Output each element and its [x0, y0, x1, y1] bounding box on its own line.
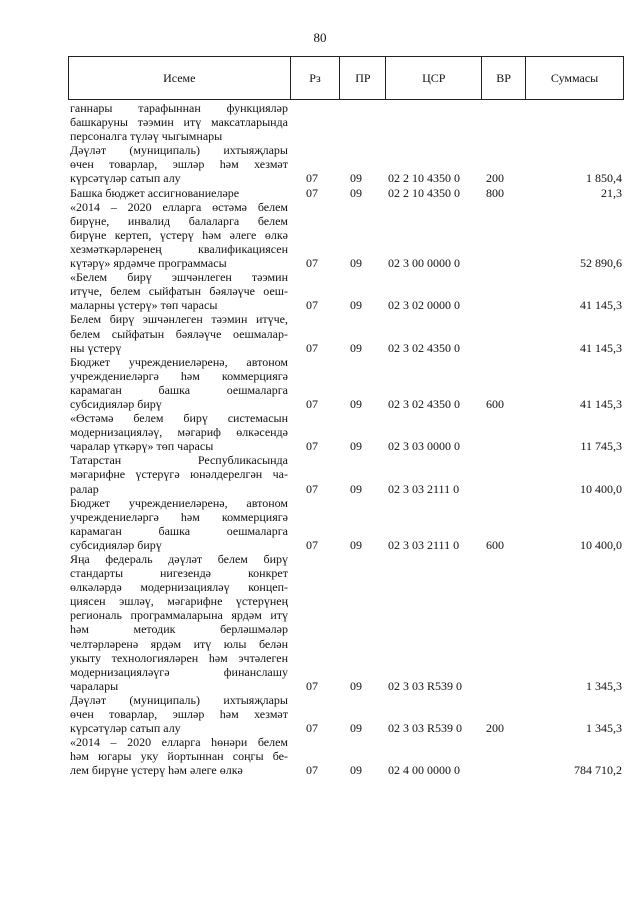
cell-rz: 07	[306, 396, 318, 411]
cell-rz: 07	[306, 185, 318, 200]
cell-csr: 02 3 02 0000 0	[388, 298, 460, 313]
cell-rz: 07	[306, 481, 318, 496]
table-row	[0, 186, 640, 200]
table-row	[0, 143, 640, 185]
table-row	[0, 453, 640, 495]
row-name-line: һәм югары уку йортыннан соңгы бе-	[70, 749, 288, 764]
cell-pr: 09	[350, 340, 362, 355]
table-row	[0, 200, 640, 270]
cell-rz: 07	[306, 171, 318, 186]
cell-vr: 200	[486, 171, 504, 186]
cell-pr: 09	[350, 439, 362, 454]
table-row	[0, 693, 640, 735]
row-name	[70, 200, 288, 270]
page-number: 80	[313, 30, 327, 45]
row-name-line: күрсәтүләр сатып алу	[70, 721, 181, 736]
table-row	[0, 101, 640, 143]
cell-pr: 09	[350, 678, 362, 693]
cell-rz: 07	[306, 678, 318, 693]
cell-sum: 1 345,3	[586, 721, 622, 736]
row-name-line: «Өстәмә белем бирү системасын	[70, 411, 288, 426]
cell-rz: 07	[306, 537, 318, 552]
column-header-name: Исеме	[69, 57, 291, 100]
cell-sum: 41 145,3	[580, 298, 622, 313]
cell-pr: 09	[350, 481, 362, 496]
row-name-line: ралар	[70, 481, 99, 496]
cell-vr: 800	[486, 185, 504, 200]
row-name-line: челтәрләренә ярдәм итү юлы белән	[70, 636, 288, 651]
row-name-line: стандарты нигезендә конкрет	[70, 566, 288, 581]
row-name-line: маларны үстерү» төп чарасы	[70, 298, 218, 313]
cell-rz: 07	[306, 298, 318, 313]
row-name-line: лем бирүне үстерү һәм әлеге өлкә	[70, 763, 243, 778]
cell-vr: 600	[486, 396, 504, 411]
cell-sum: 11 745,3	[580, 439, 622, 454]
row-name-line: өлкәләрдә модернизацияләү концеп-	[70, 580, 288, 595]
row-name	[70, 143, 288, 185]
row-name	[70, 411, 288, 453]
table-row	[0, 355, 640, 411]
row-name-line: белем сыйфатын бәяләүче оешмалар-	[70, 326, 288, 341]
table-row	[0, 735, 640, 777]
row-name-line: «Белем бирү эшчәнлеген тәэмин	[70, 270, 288, 285]
table-row	[0, 270, 640, 312]
cell-csr: 02 2 10 4350 0	[388, 185, 460, 200]
cell-pr: 09	[350, 256, 362, 271]
row-name	[70, 101, 288, 143]
row-name-line: күрсәтүләр сатып алу	[70, 171, 181, 186]
row-name-line: учреждениеләргә һәм коммерциягә	[70, 509, 288, 524]
cell-csr: 02 3 00 0000 0	[388, 256, 460, 271]
row-name	[70, 693, 288, 735]
cell-sum: 1 345,3	[586, 678, 622, 693]
column-header-csr: ЦСР	[386, 57, 482, 100]
cell-sum: 21,3	[601, 185, 622, 200]
cell-sum: 41 145,3	[580, 340, 622, 355]
cell-sum: 1 850,4	[586, 171, 622, 186]
row-name-line: субсидияләр бирү	[70, 537, 162, 552]
row-name-line: карамаган башка оешмаларга	[70, 382, 288, 397]
cell-csr: 02 3 03 R539 0	[388, 721, 463, 736]
column-header-vr: ВР	[482, 57, 526, 100]
cell-sum: 41 145,3	[580, 396, 622, 411]
cell-sum: 10 400,0	[580, 481, 622, 496]
row-name-line: модернизацияләүгә финанслашу	[70, 664, 288, 679]
cell-csr: 02 2 10 4350 0	[388, 171, 460, 186]
cell-csr: 02 3 03 R539 0	[388, 678, 463, 693]
cell-sum: 784 710,2	[574, 763, 622, 778]
row-name-line: Белем бирү эшчәнлеген тәэмин итүче,	[70, 312, 288, 327]
row-name	[70, 270, 288, 312]
cell-csr: 02 3 02 4350 0	[388, 340, 460, 355]
cell-rz: 07	[306, 721, 318, 736]
row-name-line: Татарстан Республикасында	[70, 453, 288, 468]
table-row	[0, 496, 640, 552]
table-row	[0, 312, 640, 354]
row-name-line: Дәүләт (муниципаль) ихтыяҗлары	[70, 692, 288, 707]
row-name-line: өчен товарлар, эшләр һәм хезмәт	[70, 707, 288, 722]
row-name	[70, 312, 288, 354]
row-name-line: итүче, белем сыйфатын бәяләүче оеш-	[70, 284, 288, 299]
cell-sum: 52 890,6	[580, 256, 622, 271]
cell-pr: 09	[350, 396, 362, 411]
cell-pr: 09	[350, 537, 362, 552]
table-row	[0, 411, 640, 453]
row-name-line: Яңа федераль дәүләт белем бирү	[70, 552, 288, 566]
row-name	[70, 453, 288, 495]
column-header-sum: Суммасы	[526, 57, 624, 100]
row-name-line: һәм методик берләшмәләр	[70, 622, 288, 637]
row-name-line: персоналга түләү чыгымнары	[70, 129, 223, 144]
row-name-line: модернизацияләү, мәгариф өлкәсендә	[70, 425, 288, 440]
row-name-line: чаралар үткәрү» төп чарасы	[70, 439, 214, 454]
column-header-pr: ПР	[340, 57, 386, 100]
row-name-line: мәгарифне үстерүгә юнәлдерелгән ча-	[70, 467, 288, 482]
row-name	[70, 735, 288, 777]
row-name-line: циясен эшләү, мәгарифне үстерүнең	[70, 594, 288, 609]
row-name	[70, 496, 288, 552]
row-name-line: укыту технологияләрен һәм эчтәлеген	[70, 650, 288, 665]
cell-pr: 09	[350, 721, 362, 736]
cell-vr: 600	[486, 537, 504, 552]
cell-csr: 02 3 03 2111 0	[388, 481, 460, 496]
cell-csr: 02 3 03 2111 0	[388, 537, 460, 552]
cell-sum: 10 400,0	[580, 537, 622, 552]
row-name-line: Бюджет учреждениеләренә, автоном	[70, 354, 288, 369]
cell-vr: 200	[486, 721, 504, 736]
cell-pr: 09	[350, 298, 362, 313]
row-name-line: Дәүләт (муниципаль) ихтыяҗлары	[70, 143, 288, 158]
cell-pr: 09	[350, 763, 362, 778]
cell-rz: 07	[306, 763, 318, 778]
row-name-line: чаралары	[70, 678, 119, 693]
cell-rz: 07	[306, 340, 318, 355]
row-name-line: Башка бюджет ассигнованиеләре	[70, 185, 240, 200]
table-body	[0, 101, 640, 778]
row-name-line: өчен товарлар, эшләр һәм хезмәт	[70, 157, 288, 172]
row-name	[70, 186, 288, 200]
cell-csr: 02 3 03 0000 0	[388, 439, 460, 454]
row-name-line: учреждениеләргә һәм коммерциягә	[70, 368, 288, 383]
row-name-line: ганнары тарафыннан функцияләр	[70, 101, 288, 115]
cell-csr: 02 3 02 4350 0	[388, 396, 460, 411]
cell-rz: 07	[306, 439, 318, 454]
row-name-line: «2014 – 2020 елларга өстәмә белем	[70, 199, 288, 214]
row-name	[70, 552, 288, 693]
row-name-line: башкаруны тәэмин итү максатларында	[70, 115, 288, 130]
row-name-line: бирүне, инвалид балаларга белем	[70, 213, 288, 228]
row-name-line: хезмәткәрләренең квалификациясен	[70, 241, 288, 256]
column-header-rz: Рз	[290, 57, 340, 100]
row-name-line: «2014 – 2020 елларга һөнәри белем	[70, 735, 288, 750]
cell-pr: 09	[350, 185, 362, 200]
row-name-line: ны үстерү	[70, 340, 122, 355]
row-name-line: субсидияләр бирү	[70, 396, 162, 411]
row-name-line: Бюджет учреждениеләренә, автоном	[70, 495, 288, 510]
table-header	[68, 56, 624, 100]
table-row	[0, 552, 640, 693]
cell-csr: 02 4 00 0000 0	[388, 763, 460, 778]
row-name-line: региональ программаларына ярдәм итү	[70, 608, 288, 623]
row-name-line: күтәрү» ярдәмче программасы	[70, 256, 227, 271]
row-name-line: бирүне кертеп, үстерү һәм әлеге өлкә	[70, 227, 288, 242]
cell-rz: 07	[306, 256, 318, 271]
row-name	[70, 355, 288, 411]
row-name-line: карамаган башка оешмаларга	[70, 523, 288, 538]
cell-pr: 09	[350, 171, 362, 186]
